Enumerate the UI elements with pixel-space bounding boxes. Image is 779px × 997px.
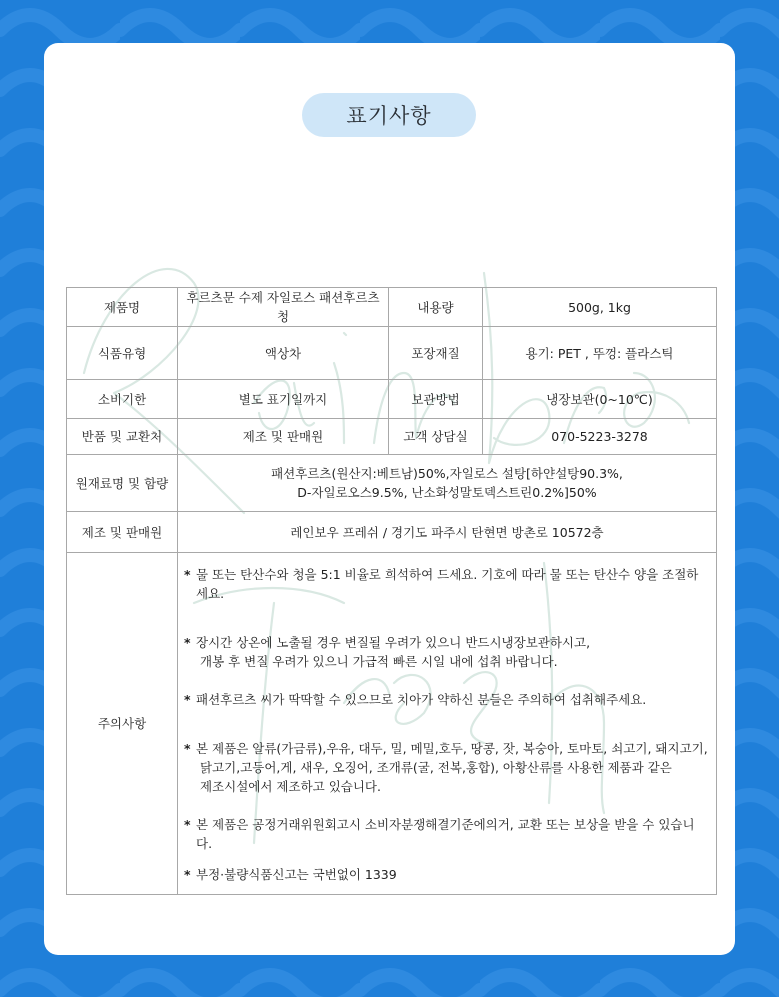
volume-value: 500g, 1kg: [483, 288, 717, 327]
table-row: [67, 380, 717, 419]
packaging-label: 포장재질: [389, 327, 483, 380]
table-row: [67, 288, 717, 327]
product-info-table: [66, 287, 717, 895]
caution-text: 장시간 상온에 노출될 경우 변질될 우려가 있으니 반드시냉장보관하시고,: [196, 635, 591, 650]
caution-item: [184, 565, 708, 603]
caution-text: 제조시설에서 제조하고 있습니다.: [200, 779, 381, 794]
manufacturer-label: 제조 및 판매원: [67, 512, 178, 553]
caution-text: 본 제품은 알류(가금류),우유, 대두, 밀, 메밀,호두, 땅콩, 잣, 복숭아, 토마토, 쇠고기, 돼지고기,: [196, 741, 708, 756]
caution-text: 개봉 후 변질 우려가 있으니 가급적 빠른 시일 내에 섭취 바랍니다.: [200, 654, 558, 669]
exchange-label: 반품 및 교환처: [67, 419, 178, 455]
expiry-label: 소비기한: [67, 380, 178, 419]
manufacturer-value: 레인보우 프레쉬 / 경기도 파주시 탄현면 방촌로 10572층: [178, 512, 717, 553]
packaging-value: 용기: PET , 뚜껑: 플라스틱: [483, 327, 717, 380]
exchange-value: 제조 및 판매원: [178, 419, 389, 455]
caution-text: 물 또는 탄산수와 청을 5:1 비율로 희석하여 드세요. 기호에 따라 물 또는 탄산수 양을 조절하세요.: [196, 567, 699, 601]
caution-text: 패션후르츠 씨가 딱딱할 수 있으므로 치아가 약하신 분들은 주의하여 섭취해주세요.: [196, 692, 647, 707]
food-type-label: 식품유형: [67, 327, 178, 380]
ingredients-line: D-자일로오스9.5%, 난소화성말토덱스트린0.2%]50%: [297, 485, 597, 500]
product-name-value: 후르츠문 수제 자일로스 패션후르츠청: [178, 288, 389, 327]
ingredients-label: 원재료명 및 함량: [67, 455, 178, 512]
table-row: [67, 327, 717, 380]
cautions-label: 주의사항: [67, 553, 178, 895]
bullet-marker: *: [184, 567, 191, 582]
ingredients-line: 패션후르츠(원산지:베트남)50%,자일로스 설탕[하얀설탕90.3%,: [271, 466, 623, 481]
customer-service-phone: 070-5223-3278: [483, 419, 717, 455]
caution-item: [184, 633, 708, 671]
caution-item: [184, 815, 708, 853]
table-row: [67, 553, 717, 895]
table-row: [67, 419, 717, 455]
bullet-marker: *: [184, 741, 191, 756]
bullet-marker: *: [184, 817, 191, 832]
caution-item: [184, 739, 708, 796]
customer-service-label: 고객 상담실: [389, 419, 483, 455]
ingredients-value: [178, 455, 717, 512]
caution-text: 닭고기,고등어,게, 새우, 오징어, 조개류(굴, 전복,홍합), 아황산류를 사용한 제품과 같은: [200, 760, 672, 775]
expiry-value: 별도 표기일까지: [178, 380, 389, 419]
page-title: 표기사항: [302, 93, 476, 137]
food-type-value: 액상차: [178, 327, 389, 380]
caution-text: 본 제품은 공정거래위원회고시 소비자분쟁해결기준에의거, 교환 또는 보상을 받을 수 있습니다.: [196, 817, 695, 851]
storage-label: 보관방법: [389, 380, 483, 419]
bullet-marker: *: [184, 635, 191, 650]
caution-text: 부정·불량식품신고는 국번없이 1339: [196, 867, 397, 882]
storage-value: 냉장보관(0~10℃): [483, 380, 717, 419]
caution-item: [184, 865, 708, 884]
volume-label: 내용량: [389, 288, 483, 327]
table-row: [67, 455, 717, 512]
product-name-label: 제품명: [67, 288, 178, 327]
caution-item: [184, 690, 708, 709]
bullet-marker: *: [184, 692, 191, 707]
table-row: [67, 512, 717, 553]
cautions-list: [178, 553, 717, 895]
bullet-marker: *: [184, 867, 191, 882]
label-card: [44, 43, 735, 955]
